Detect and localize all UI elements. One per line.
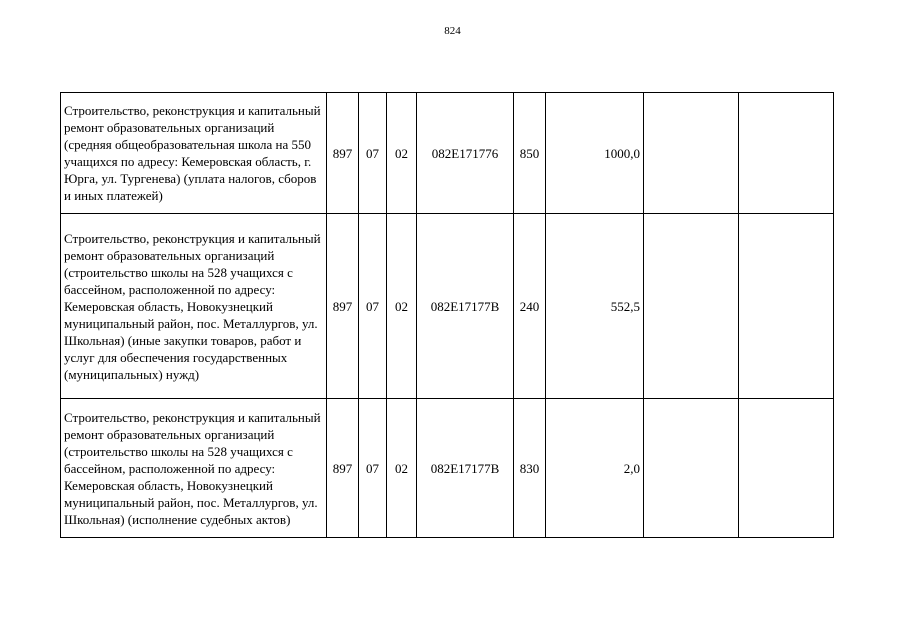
row-description: Строительство, реконструкция и капитальный ремонт образовательных организаций (строительство школы на 528 учащихся с бассейном, расположенной по адресу: Кемеровская область, Новокузнецкий муниципальный район, пос. Металлургов, ул. Школьная) (иные закупки товаров, работ и услуг для обеспечения государственных (муниципальных) нужд) (61, 214, 327, 399)
target-article-code: 082Е17177В (417, 214, 514, 399)
expense-type-code: 240 (514, 214, 546, 399)
ministry-code: 897 (327, 214, 359, 399)
amount-cell: 1000,0 (546, 93, 644, 214)
expense-type-code: 850 (514, 93, 546, 214)
table-row (61, 399, 834, 538)
empty-cell (739, 214, 834, 399)
subsection-code: 02 (387, 214, 417, 399)
empty-cell (739, 93, 834, 214)
section-code: 07 (359, 214, 387, 399)
subsection-code: 02 (387, 93, 417, 214)
empty-cell (644, 399, 739, 538)
row-description: Строительство, реконструкция и капитальный ремонт образовательных организаций (средняя общеобразовательная школа на 550 учащихся по адресу: Кемеровская область, г. Юрга, ул. Тургенева) (уплата налогов, сборов и иных платежей) (61, 93, 327, 214)
row-description: Строительство, реконструкция и капитальный ремонт образовательных организаций (строительство школы на 528 учащихся с бассейном, расположенной по адресу: Кемеровская область, Новокузнецкий муниципальный район, пос. Металлургов, ул. Школьная) (исполнение судебных актов) (61, 399, 327, 538)
ministry-code: 897 (327, 399, 359, 538)
ministry-code: 897 (327, 93, 359, 214)
target-article-code: 082Е17177В (417, 399, 514, 538)
table-row (61, 214, 834, 399)
page-number: 824 (444, 25, 461, 37)
empty-cell (739, 399, 834, 538)
expense-type-code: 830 (514, 399, 546, 538)
empty-cell (644, 93, 739, 214)
amount-cell: 2,0 (546, 399, 644, 538)
subsection-code: 02 (387, 399, 417, 538)
section-code: 07 (359, 93, 387, 214)
section-code: 07 (359, 399, 387, 538)
target-article-code: 082Е171776 (417, 93, 514, 214)
amount-cell: 552,5 (546, 214, 644, 399)
empty-cell (644, 214, 739, 399)
budget-table (60, 92, 834, 538)
table-row (61, 93, 834, 214)
